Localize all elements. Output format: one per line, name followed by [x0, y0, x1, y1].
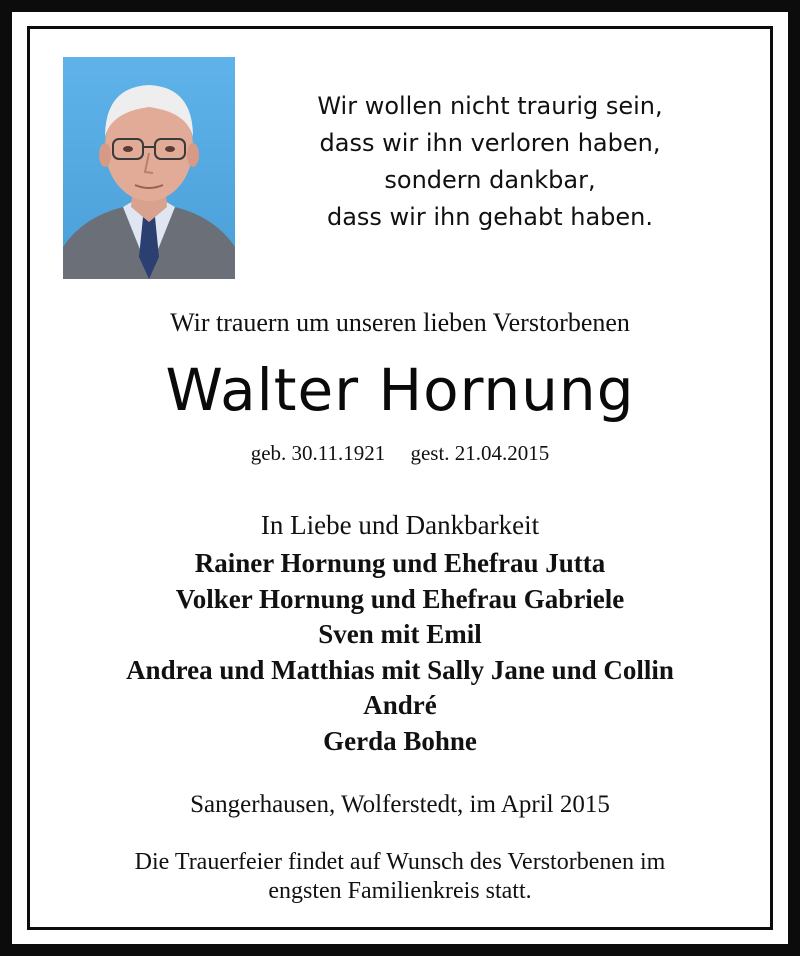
family-member: Sven mit Emil: [318, 619, 482, 649]
funeral-notice: [40, 848, 760, 906]
poem-line: Wir wollen nicht traurig sein,: [317, 92, 663, 120]
life-dates: [40, 441, 760, 466]
place-and-date: Sangerhausen, Wolferstedt, im April 2015: [190, 791, 610, 818]
portrait-photo: [63, 57, 235, 279]
poem-line: sondern dankbar,: [384, 166, 596, 194]
mourning-intro: Wir trauern um unseren lieben Verstorbenen: [170, 308, 630, 337]
family-member: Rainer Hornung und Ehefrau Jutta: [194, 548, 606, 578]
poem-line: dass wir ihn gehabt haben.: [326, 203, 654, 231]
family-intro: In Liebe und Dankbarkeit: [260, 510, 540, 540]
memorial-poem: [290, 88, 690, 236]
family-member: Gerda Bohne: [323, 725, 477, 756]
family-members-list: [40, 546, 760, 759]
death-date: gest. 21.04.2015: [410, 441, 550, 465]
family-member: Andrea und Matthias mit Sally Jane und Collin: [126, 654, 674, 685]
family-member: Volker Hornung und Ehefrau Gabriele: [175, 583, 625, 614]
poem-line: dass wir ihn verloren haben,: [319, 129, 661, 157]
birth-date: geb. 30.11.1921: [250, 441, 386, 465]
notice-line: Die Trauerfeier findet auf Wunsch des Verstorbenen im: [134, 849, 666, 875]
family-member: André: [363, 690, 437, 720]
notice-line: engsten Familienkreis statt.: [268, 878, 532, 904]
deceased-name: Walter Hornung: [165, 356, 635, 424]
